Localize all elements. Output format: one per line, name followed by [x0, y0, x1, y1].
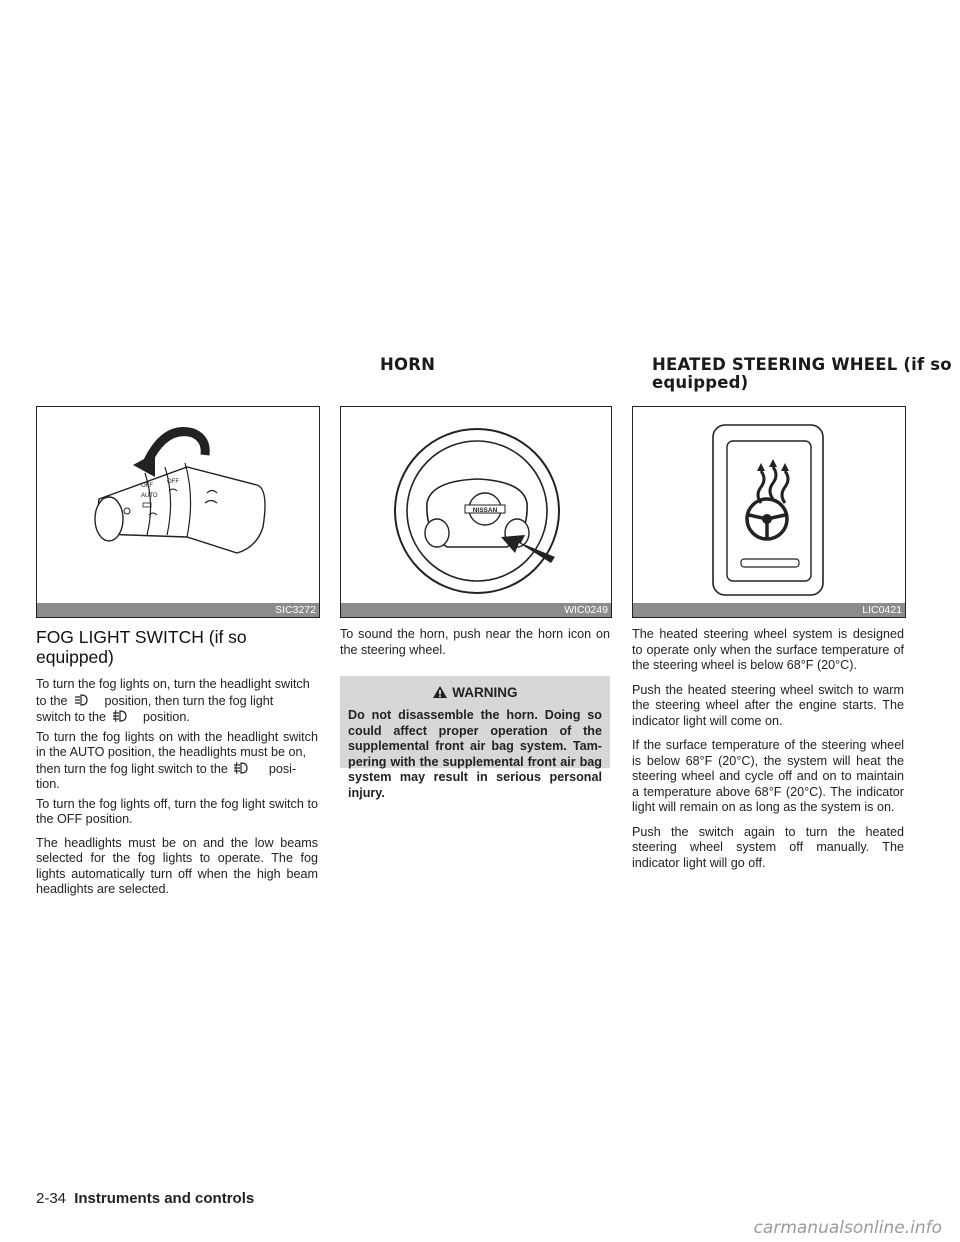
headlight-icon — [73, 693, 91, 707]
horn-paragraph-1: To sound the horn, push near the horn icon on the steering wheel. — [340, 627, 610, 657]
heated-paragraph-1: The heated steering wheel system is designed to operate only when the surface temperature of the steering wheel is below 68°F (20°C). — [632, 627, 904, 672]
fog-p2-line1: To turn the fog lights on with the headlight switch in the AUTO position, the headlights must be on, — [36, 729, 318, 759]
horn-heading: HORN — [380, 355, 436, 374]
heated-paragraph-2: Push the heated steering wheel switch to warm the steering wheel after the engine starts. The indicator light will come on. — [632, 682, 904, 728]
fog-p2-posi: posi- — [268, 761, 297, 776]
headlight-stalk-illustration — [37, 407, 319, 617]
figure-code-wic0249: WIC0249 — [341, 603, 611, 617]
footer-section-title: Instruments and controls — [74, 1190, 255, 1207]
fog-p1-to-the: to the — [36, 693, 68, 708]
fog-light-title: FOG LIGHT SWITCH (if so equipped) — [36, 627, 247, 667]
fog-paragraph-3: To turn the fog lights off, turn the fog light switch to the OFF position. — [36, 796, 318, 826]
fog-p2-tion: tion. — [36, 777, 60, 791]
figure-code-lic0421: LIC0421 — [633, 603, 905, 617]
fog-p1-position-then: position, then turn the fog light — [104, 693, 274, 708]
heated-paragraph-4: Push the switch again to turn the heated steering wheel system off manually. The indicator light will go off. — [632, 824, 904, 870]
watermark: carmanualsonline.info — [753, 1218, 942, 1238]
fog-p1-switch-to-the: switch to the — [36, 710, 106, 724]
fog-p1-line1: To turn the fog lights on, turn the headlight switch — [36, 677, 310, 691]
page-footer — [36, 1190, 254, 1207]
steering-wheel-illustration — [341, 407, 611, 617]
fog-paragraph-1 — [36, 677, 318, 726]
label-off-2: OFF — [167, 479, 179, 485]
fog-paragraph-2 — [36, 730, 318, 793]
warning-triangle-icon — [432, 685, 448, 699]
fog-paragraph-4: The headlights must be on and the low beams selected for the fog lights to operate. The fog lights automatically turn off when the high beam headlights are selected. — [36, 835, 318, 896]
fog-light-icon — [112, 709, 130, 723]
warning-text: Do not disassemble the horn. Doing so could affect proper operation of the supplemental front air bag system. Tam-pering with the supplemental front air bag system may result in serious personal injury. — [348, 708, 602, 800]
fog-p2-then-turn: then turn the fog light switch to the — [36, 761, 228, 776]
horn-section — [340, 627, 610, 658]
heated-paragraph-3: If the surface temperature of the steering wheel is below 68°F (20°C), the system will heat the steering wheel and cycle off and on to maintain a temperature above 68°F (20°C). The indicator light will remain on as long as the system is on. — [632, 738, 904, 814]
label-off-1: OFF — [141, 483, 153, 489]
warning-header — [348, 684, 602, 702]
nissan-logo-text: NISSAN — [472, 507, 498, 514]
label-auto: AUTO — [141, 493, 158, 499]
heated-steering-heading-line2: equipped) — [652, 373, 749, 392]
page-number: 2-34 — [36, 1190, 67, 1207]
fog-p1-position: position. — [143, 710, 190, 724]
horn-figure — [340, 406, 612, 618]
heated-steering-heading — [652, 356, 952, 392]
warning-label: WARNING — [452, 685, 518, 700]
fog-light-icon — [233, 761, 251, 775]
heated-steering-wheel-figure — [632, 406, 906, 618]
fog-light-switch-figure — [36, 406, 320, 618]
fog-light-section — [36, 627, 318, 898]
figure-code-sic3272: SIC3272 — [37, 603, 319, 617]
heated-steering-section — [632, 627, 904, 871]
heated-steering-heading-line1: HEATED STEERING WHEEL (if so — [652, 355, 952, 374]
heated-wheel-switch-illustration — [633, 407, 905, 617]
horn-warning-box — [340, 676, 610, 800]
